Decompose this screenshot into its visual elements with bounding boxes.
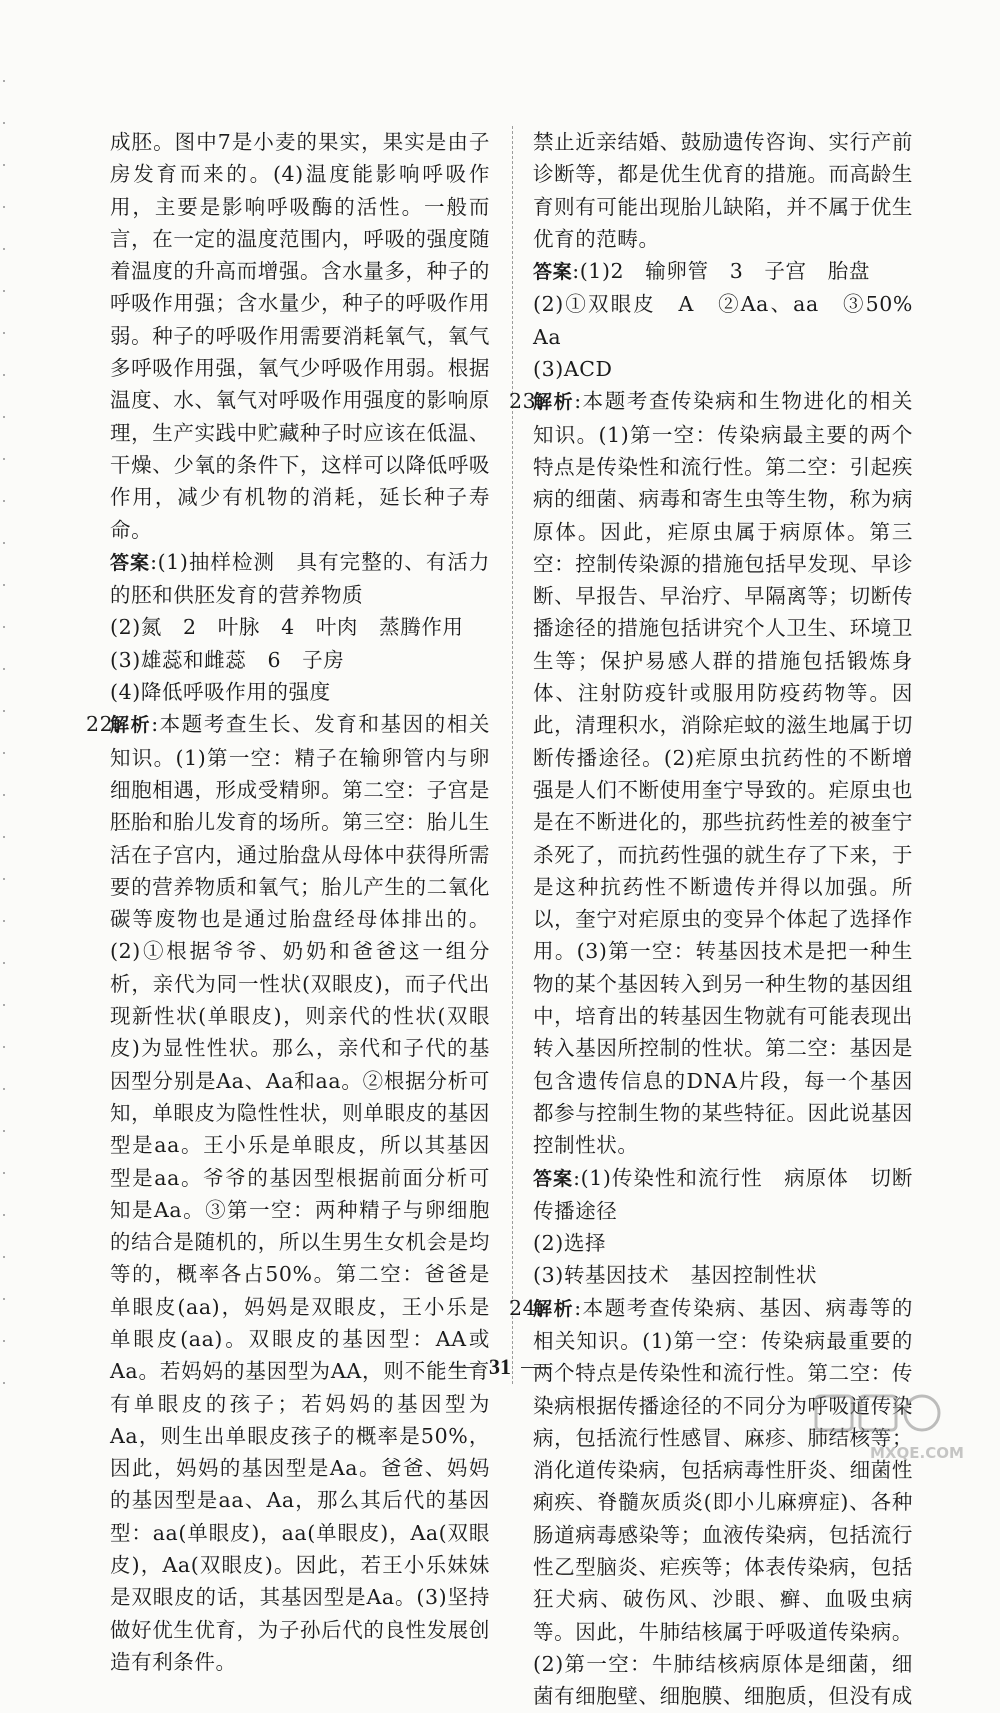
site-watermark-logo — [810, 1392, 986, 1466]
answer-line: (4)降低呼吸作用的强度 — [110, 680, 331, 705]
question-23 — [509, 385, 914, 1161]
page-footer — [0, 1352, 1000, 1382]
footer-dash-left — [449, 1367, 479, 1368]
answer-line: (3)转基因技术 基因控制性状 — [533, 1263, 818, 1288]
question-number: 23. — [509, 389, 544, 414]
answer-label: 答案 — [110, 551, 151, 574]
answer-line: :(1)抽样检测 具有完整的、有活力的胚和供胚发育的营养物质 — [110, 549, 491, 608]
page-number: 31 — [489, 1354, 511, 1379]
explanation-text: :本题考查传染病和生物进化的相关知识。(1)第一空：传染病最主要的两个特点是传染性和流行性。第二空：引起疾病的细菌、病毒和寄生虫等生物，称为病原体。因此，疟原虫属于病原体。第三空：控制传染源的措施包括早发现、早诊断、早报告、早治疗、早隔离等；切断传播途径的措施包括讲究个人卫生、环境卫生等；保护易感人群的措施包括锻炼身体、注射防疫针或服用防疫药物等。因此，清理积水，消除疟蚊的滋生地属于切断传播途径。(2)疟原虫抗药性的不断增强是人们不断使用奎宁导致的。疟原虫也是在不断进化的，那些抗药性差的被奎宁杀死了，而抗药性强的就生存了下来，于是这种抗药性不断遗传并得以加强。所以，奎宁对疟原虫的变异个体起了选择作用。(3)第一空：转基因技术是把一种生物的某个基因转入到另一种生物的基因组中，培育出的转基因生物就有可能表现出转入基因所控制的性状。第二空：基因是包含遗传信息的DNA片段，每一个基因都参与控制生物的某些特征。因此说基因控制性状。 — [533, 389, 914, 1158]
q22-answer — [533, 255, 935, 385]
svg-text:MXQE.COM: MXQE.COM — [870, 1444, 964, 1462]
q22-explanation-continued: 禁止近亲结婚、鼓励遗传咨询、实行产前诊断等，都是优生优育的措施。而高龄生育则有可能出现胎儿缺陷，并不属于优生优育的范畴。 — [533, 130, 913, 251]
answer-line: (3)雄蕊和雌蕊 6 子房 — [110, 647, 345, 672]
explanation-label: 解析 — [533, 391, 575, 414]
question-number: 24. — [509, 1295, 544, 1320]
question-number: 22. — [86, 712, 121, 737]
left-column — [86, 126, 491, 1678]
explanation-label: 解析 — [110, 714, 152, 737]
q21-answer — [110, 546, 490, 708]
answer-line: :(1)2 输卵管 3 子宫 胎盘 — [572, 259, 870, 284]
answer-line: (2)选择 — [533, 1231, 607, 1256]
question-22 — [86, 708, 491, 1678]
q23-answer — [533, 1162, 913, 1292]
scan-edge-marks — [3, 80, 7, 1380]
explanation-text: :本题考查传染病、基因、病毒等的相关知识。(1)第一空：传染病最重要的两个特点是传染性和流行性。第二空：传染病根据传播途径的不同分为呼吸道传染病，包括流行性感冒、麻疹、肺结核等；消化道传染病，包括病毒性肝炎、细菌性痢疾、脊髓灰质炎(即小儿麻痹症)、各种肠道病毒感染等；血液传染病，包括流行性乙型脑炎、疟疾等；体表传染病，包括狂犬病、破伤风、沙眼、癣、血吸虫病等。因此，牛肺结核属于呼吸道传染病。(2)第一空：牛肺结核病原体是细菌，细菌有细胞壁、细胞膜、细胞质，但没有成 — [533, 1295, 914, 1709]
q21-explanation-continued: 成胚。图中7是小麦的果实，果实是由子房发育而来的。(4)温度能影响呼吸作用，主要是影响呼吸酶的活性。一般而言，在一定的温度范围内，呼吸的强度随着温度的升高而增强。含水量多，种子的呼吸作用强；含水量少，种子的呼吸作用弱。种子的呼吸作用需要消耗氧气，氧气多呼吸作用强，氧气少呼吸作用弱。根据温度、水、氧气对呼吸作用强度的影响原理，生产实践中贮藏种子时应该在低温、干燥、少氧的条件下，这样可以降低呼吸作用，减少有机物的消耗，延长种子寿命。 — [110, 130, 490, 542]
explanation-text: :本题考查生长、发育和基因的相关知识。(1)第一空：精子在输卵管内与卵细胞相遇，形成受精卵。第二空：子宫是胚胎和胎儿发育的场所。第三空：胎儿生活在子宫内，通过胎盘从母体中获得所需要的营养物质和氧气；胎儿产生的二氧化碳等废物也是通过胎盘经母体排出的。(2)①根据爷爷、奶奶和爸爸这一组分析，亲代为同一性状(双眼皮)，而子代出现新性状(单眼皮)，则亲代的性状(双眼皮)为显性性状。那么，亲代和子代的基因型分别是Aa、Aa和aa。②根据分析可知，单眼皮为隐性性状，则单眼皮的基因型是aa。王小乐是单眼皮，所以其基因型是aa。爷爷的基因型根据前面分析可知是Aa。③第一空：两种精子与卵细胞的结合是随机的，所以生男生女机会是均等的，概率各占50%。第二空：爸爸是单眼皮(aa)，妈妈是双眼皮，王小乐是单眼皮(aa)。双眼皮的基因型：AA或Aa。若妈妈的基因型为AA，则不能生育有单眼皮的孩子；若妈妈的基因型为Aa，则生出单眼皮孩子的概率是50%，因此，妈妈的基因型是Aa。爸爸、妈妈的基因型是aa、Aa，那么其后代的基因型：aa(单眼皮)，aa(单眼皮)，Aa(双眼皮)，Aa(双眼皮)。因此，若王小乐妹妹是双眼皮的话，其基因型是Aa。(3)坚持做好优生优育，为子孙后代的良性发展创造有利条件。 — [110, 712, 491, 1674]
answer-line: (3)ACD — [533, 357, 613, 382]
answer-line: :(1)传染性和流行性 病原体 切断传播途径 — [533, 1165, 914, 1223]
answer-label: 答案 — [533, 1167, 574, 1190]
column-divider — [512, 126, 513, 1384]
answer-label: 答案 — [533, 261, 573, 284]
answer-line: (2)氮 2 叶脉 4 叶肉 蒸腾作用 — [110, 615, 464, 640]
footer-dash-right — [521, 1367, 551, 1368]
answer-line: (2)①双眼皮 A ②Aa、aa ③50% Aa — [533, 292, 935, 349]
explanation-label: 解析 — [533, 1297, 575, 1320]
